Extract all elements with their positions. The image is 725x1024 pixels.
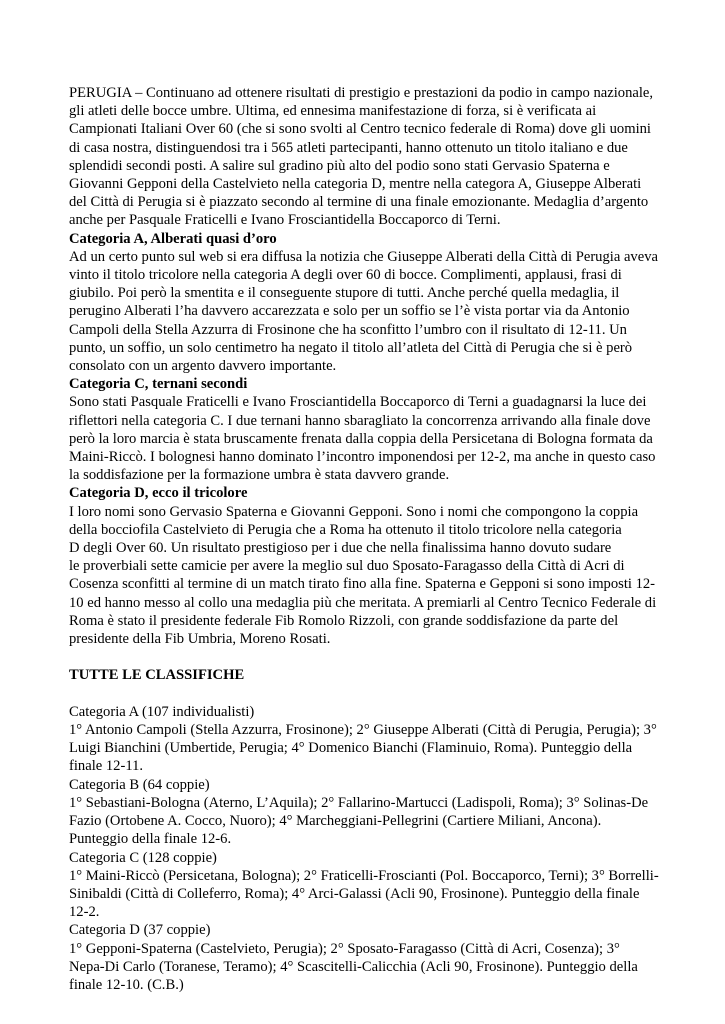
classifica-a-body: 1° Antonio Campoli (Stella Azzurra, Frosinone); 2° Giuseppe Alberati (Città di Perugia, Perugia); 3° Luigi Bianchini (Umbertide, Perugia; 4° Domenico Bianchi (Flaminuio, Roma). Punteggio della finale 12-11. (69, 722, 657, 775)
section-spacer (69, 648, 659, 666)
paragraph-categoria-c: Sono stati Pasquale Fraticelli e Ivano Frosciantidella Boccaporco di Terni a guadagnarsi la luce dei riflettori nella categoria C. I due ternani hanno sbaragliato la concorrenza arrivando alla finale dove però la loro marcia è stata bruscamente frenata dalla coppia della Persicetana di Bologna formata da Maini-Riccò. I bolognesi hanno dominato l’incontro imponendosi per 12-2, ma anche in questo caso la soddisfazione per la formazione umbra è stata davvero grande. (69, 394, 656, 484)
paragraph-categoria-a: Ad un certo punto sul web si era diffusa la notizia che Giuseppe Alberati della Città di Perugia aveva vinto il titolo tricolore nella categoria A degli over 60 di bocce. Complimenti, applausi, frasi di giubilo. Poi però la smentita e il conseguente stupore di tutti. Anche perché quella medaglia, il perugino Alberati l’ha davvero accarezzata e solo per un soffio se l’è vista portar via da Antonio Campoli della Stella Azzurra di Frosinone che ha sconfitto l’umbro con il risultato di 12-11. Un punto, un soffio, un solo centimetro ha negato il titolo all’atleta del Città di Perugia che si è però consolato con un argento davvero importante. (69, 248, 658, 375)
classifica-c-heading: Categoria C (128 coppie) (69, 849, 217, 866)
classifica-d-heading: Categoria D (37 coppie) (69, 922, 211, 939)
heading-categoria-d: Categoria D, ecco il tricolore (69, 485, 248, 502)
heading-categoria-a: Categoria A, Alberati quasi d’oro (69, 230, 277, 247)
classifica-c-body: 1° Maini-Riccò (Persicetana, Bologna); 2° Fraticelli-Froscianti (Pol. Boccaporco, Terni); 3° Borrelli-Sinibaldi (Città di Colleferro, Roma); 4° Arci-Galassi (Acli 90, Frosinone). Punteggio della finale 12-2. (69, 867, 659, 921)
classifica-b-body: 1° Sebastiani-Bologna (Aterno, L’Aquila); 2° Fallarino-Martucci (Ladispoli, Roma); 3° Solinas-De Fazio (Ortobene A. Cocco, Nuoro); 4° Marcheggiani-Pellegrini (Cartiere Miliani, Ancona). Punteggio della finale 12-6. (69, 794, 649, 848)
article-intro: PERUGIA – Continuano ad ottenere risultati di prestigio e prestazioni da podio in campo nazionale, gli atleti delle bocce umbre. Ultima, ed ennesima manifestazione di forza, si è verificata ai Campionati Italiani Over 60 (che si sono svolti al Centro tecnico federale di Roma) dove gli uomini di casa nostra, distinguendosi tra i 565 atleti partecipanti, hanno ottenuto un titolo italiano e due splendidi secondi posti. A salire sul gradino più alto del podio sono stati Gervasio Spaterna e Giovanni Gepponi della Castelvieto nella categoria D, mentre nella categora A, Giuseppe Alberati del Città di Perugia si è piazzato secondo al termine di una finale emozionante. Medaglia d’argento anche per Pasquale Fraticelli e Ivano Frosciantidella Boccaporco di Terni. (69, 85, 654, 229)
section-spacer (69, 685, 659, 703)
paragraph-categoria-d-line-1: I loro nomi sono Gervasio Spaterna e Giovanni Gepponi. Sono i nomi che compongono la coppia della bocciofila Castelvieto di Perugia che a Roma ha ottenuto il titolo tricolore nella categoria (69, 503, 639, 538)
classifiche-title: TUTTE LE CLASSIFICHE (69, 667, 245, 684)
classifica-b-heading: Categoria B (64 coppie) (69, 776, 210, 793)
paragraph-categoria-d-line-3: le proverbiali sette camicie per avere la meglio sul duo Sposato-Faragasso della Città di Acri di Cosenza sconfitti al termine di un match tirato fino alla fine. Spaterna e Gepponi si sono imposti 12-10 ed hanno messo al collo una medaglia più che meritata. A premiarli al Centro Tecnico Federale di Roma è stato il presidente federale Fib Romolo Rizzoli, con grande soddisfazione da parte del presidente della Fib Umbria, Moreno Rosati. (69, 558, 657, 648)
classifica-d-body: 1° Gepponi-Spaterna (Castelvieto, Perugia); 2° Sposato-Faragasso (Città di Acri, Cosenza); 3° Nepa-Di Carlo (Toranese, Teramo); 4° Scascitelli-Calicchia (Acli 90, Frosinone). Punteggio della finale 12-10. (C.B.) (69, 940, 638, 993)
document-page (69, 84, 659, 994)
classifica-a-heading: Categoria A (107 individualisti) (69, 703, 255, 720)
heading-categoria-c: Categoria C, ternani secondi (69, 376, 248, 393)
paragraph-categoria-d-line-2: D degli Over 60. Un risultato prestigioso per i due che nella finalissima hanno dovuto sudare (69, 540, 612, 557)
